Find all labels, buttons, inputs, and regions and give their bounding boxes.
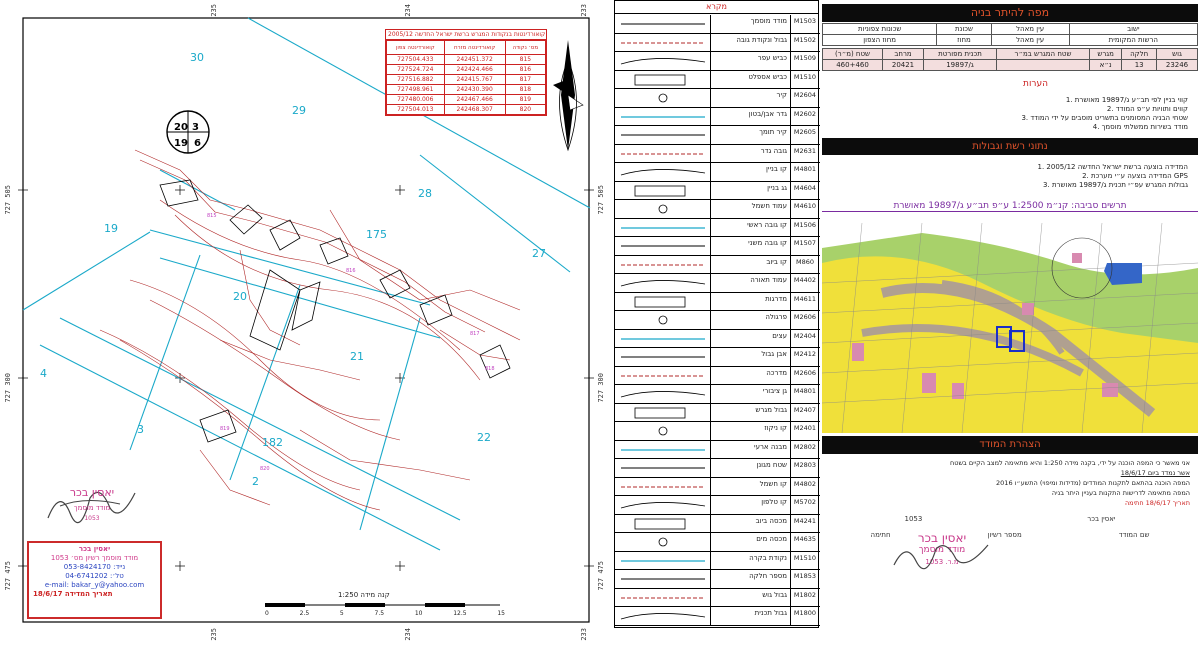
grid-coord-left: 727 505 xyxy=(4,185,12,215)
legend-symbol xyxy=(615,15,711,33)
legend-row xyxy=(615,552,820,571)
parcel-info: שטח (מ״ר) מרחב תכנית מפורטת שטח המגרש במ״ר מגרש חלקה גוש 460+460 20421 ג/19897 נ״א 13 23246 xyxy=(822,48,1198,71)
legend-symbol xyxy=(615,256,711,274)
parcel-label: 175 xyxy=(366,228,387,241)
signature-values: 1053 יאסין בכר xyxy=(904,515,1116,523)
stamp-mobile: נייד: 053-8424170 xyxy=(63,563,126,571)
legend-row xyxy=(615,256,820,275)
coords-header: מס׳ נקודה xyxy=(505,41,545,55)
legend-label: גבול מגרש xyxy=(711,404,791,422)
grid-coord-right: 727 475 xyxy=(597,561,605,591)
legend-label: קו בניין xyxy=(711,163,791,181)
svg-text:19: 19 xyxy=(174,138,188,149)
legend-label: קיר תומך xyxy=(711,126,791,144)
legend-label: פרגולה xyxy=(711,311,791,329)
table-row: 727498.961 242430.390 818 xyxy=(387,85,546,95)
svg-text:815: 815 xyxy=(207,213,217,219)
grid-coord-top: 234 xyxy=(404,4,412,17)
legend-symbol xyxy=(615,293,711,311)
svg-text:819: 819 xyxy=(220,426,230,432)
legend-label: נקודת בקרה xyxy=(711,552,791,570)
legend-code: M1502 xyxy=(793,35,817,44)
legend-code: M4801 xyxy=(793,387,817,395)
legend-row xyxy=(615,348,820,367)
legend-row xyxy=(615,496,820,515)
legend-label: גן ציבורי xyxy=(711,385,791,403)
legend-row xyxy=(615,108,820,127)
legend-symbol xyxy=(615,182,711,200)
network-notes: 1. המדידה בוצעה ברשת ישראל החדשה 2005/12 2. המדידה בוצעה ע״י מערכת GPS 3. גבולות המגרש עפ״י תכנית ג/19897 מאושרת xyxy=(1037,163,1188,189)
parcel-label: 30 xyxy=(190,51,204,64)
legend-row xyxy=(615,367,820,386)
legend-row xyxy=(615,145,820,164)
legend-row xyxy=(615,15,820,34)
legend-row xyxy=(615,385,820,404)
coordinates-table-title: קואורדינטות בנקודות המגרש ברשת ישראל החדשה 2005/12 xyxy=(388,31,546,38)
surveyor-stamp-card xyxy=(27,541,162,619)
legend-code: M2404 xyxy=(793,331,817,340)
legend-symbol xyxy=(615,71,711,89)
legend-panel xyxy=(614,0,819,628)
legend-label: קו טלפון xyxy=(711,496,791,514)
legend-row xyxy=(615,163,820,182)
legend-label: קיר xyxy=(711,89,791,107)
location-map-title: תרשים סביבה: קנ״מ 1:2500 ע״פ תב״ע ג/19897 מאושרת xyxy=(822,201,1198,212)
legend-row xyxy=(615,589,820,608)
legend-symbol xyxy=(615,515,711,533)
legend-code: M860 xyxy=(795,257,814,266)
table-row: 727504.433 242451.372 815 xyxy=(387,55,546,65)
svg-text:3: 3 xyxy=(192,122,199,133)
signature-license: 1053 xyxy=(84,515,100,522)
legend-code: M4241 xyxy=(793,516,817,525)
parcel-label: 21 xyxy=(350,350,364,363)
legend-symbol xyxy=(615,200,711,218)
surveyor-signature xyxy=(40,478,145,536)
legend-label: עמוד חשמל xyxy=(711,200,791,218)
legend-symbol xyxy=(615,330,711,348)
parcel-label: 182 xyxy=(262,436,283,449)
legend-row xyxy=(615,219,820,238)
legend-label: עצים xyxy=(711,330,791,348)
legend-code: M2802 xyxy=(793,442,817,451)
legend-label: עמוד תאורה xyxy=(711,274,791,292)
sig-label: מספר רשיון xyxy=(987,531,1022,539)
legend-row xyxy=(615,182,820,201)
legend-symbol xyxy=(615,552,711,570)
legend-code: M2606 xyxy=(793,368,817,377)
legend-symbol xyxy=(615,219,711,237)
legend-symbol xyxy=(615,607,711,625)
legend-symbol xyxy=(615,145,711,163)
parcel-label: 29 xyxy=(292,104,306,117)
legend-row xyxy=(615,533,820,552)
legend-row xyxy=(615,52,820,71)
legend-row xyxy=(615,126,820,145)
legend-row xyxy=(615,441,820,460)
legend-row xyxy=(615,330,820,349)
legend-label: מדרכה xyxy=(711,367,791,385)
sig-label: שם המודד xyxy=(1118,531,1150,539)
legend-title: מקרא xyxy=(615,1,818,14)
parcel-label: 3 xyxy=(137,423,144,436)
legend-row xyxy=(615,570,820,589)
legend-label: כביש אספלט xyxy=(711,71,791,89)
legend-code: M4611 xyxy=(793,294,817,303)
legend-symbol xyxy=(615,459,711,477)
svg-text:816: 816 xyxy=(346,268,356,274)
legend-label: גג בניין xyxy=(711,182,791,200)
legend-code: M2605 xyxy=(793,128,817,136)
legend-symbol xyxy=(615,311,711,329)
legend-symbol xyxy=(615,348,711,366)
legend-symbol xyxy=(615,89,711,107)
legend-code: M1509 xyxy=(793,54,817,62)
scale-label: קנה מידה 1:250 xyxy=(338,591,390,599)
compass-circle xyxy=(167,111,209,153)
location-map xyxy=(822,223,1198,433)
parcel-label: 19 xyxy=(104,222,118,235)
legend-row xyxy=(615,293,820,312)
legend-code: M4402 xyxy=(793,276,817,284)
legend-row xyxy=(615,404,820,423)
parcel-label: 27 xyxy=(532,247,546,260)
legend-symbol xyxy=(615,422,711,440)
legend-symbol xyxy=(615,108,711,126)
legend-code: M1510 xyxy=(793,72,817,81)
svg-text:20: 20 xyxy=(174,122,188,133)
signature-labels xyxy=(822,531,1198,539)
stamp-license: מודד מוסמך רשיון מס׳ 1053 xyxy=(50,554,139,562)
legend-label: שטח מגונן xyxy=(711,459,791,477)
parcel-label: 22 xyxy=(477,431,491,444)
legend-label: גבול גוש xyxy=(711,589,791,607)
scale-ticks: 0 2.5 5 7.5 10 12.5 15 xyxy=(265,610,505,617)
network-bar: נתוני רשת וגבולות xyxy=(822,138,1198,155)
table-row: 727480.006 242467.466 819 xyxy=(387,95,546,105)
legend-code: M2602 xyxy=(793,109,817,118)
scale-bar xyxy=(265,603,500,607)
legend-row xyxy=(615,237,820,256)
grid-coord-right: 727 505 xyxy=(597,185,605,215)
legend-symbol xyxy=(615,589,711,607)
legend-code: M4610 xyxy=(793,202,817,210)
legend-code: M1853 xyxy=(793,572,817,580)
legend-row xyxy=(615,478,820,497)
grid-coord-bottom: 235 xyxy=(210,628,218,641)
grid-coord-bottom: 234 xyxy=(404,628,412,641)
notes-heading: הערות xyxy=(1023,79,1048,89)
legend-symbol xyxy=(615,478,711,496)
coords-header: קואורדינטה מזרח xyxy=(444,41,505,55)
grid-coord-left: 727 475 xyxy=(4,561,12,591)
sig-label: חתימה xyxy=(870,531,891,539)
legend-code: M2407 xyxy=(793,405,817,414)
legend-code: M4604 xyxy=(793,183,817,192)
legend-row xyxy=(615,459,820,478)
legend-label: גדר אבן/בטון xyxy=(711,108,791,126)
legend-symbol xyxy=(615,367,711,385)
legend-label: אבן גבול xyxy=(711,348,791,366)
parcel-label: 2 xyxy=(252,475,259,488)
legend-code: M4802 xyxy=(793,479,817,488)
legend-symbol xyxy=(615,533,711,551)
legend-label: קו גובה משני xyxy=(711,237,791,255)
legend-row xyxy=(615,607,820,626)
legend-symbol xyxy=(615,52,711,70)
legend-code: M4801 xyxy=(793,165,817,173)
stamp-email: e-mail: bakar_y@yahoo.com xyxy=(44,581,145,589)
stamp-phone: טל׳: 04-6741202 xyxy=(65,572,124,580)
legend-code: M2606 xyxy=(793,313,817,321)
legend-label: מדרגות xyxy=(711,293,791,311)
legend-row xyxy=(615,311,820,330)
legend-row xyxy=(615,34,820,53)
surveyor-bar: הצהרת המודד xyxy=(822,436,1198,454)
legend-label: גבול תכנית xyxy=(711,607,791,625)
legend-code: M2412 xyxy=(793,350,817,358)
stamp-name: יאסין בכר xyxy=(78,545,111,553)
legend-label: גבול ונקודת גובה xyxy=(711,34,791,52)
legend-label: קו גובה ראשי xyxy=(711,219,791,237)
coordinates-table xyxy=(385,29,547,116)
legend-code: M5702 xyxy=(793,498,817,506)
legend-label: קו חשמל xyxy=(711,478,791,496)
stamp-date: 18/6/17 תאריך המדידה xyxy=(33,590,113,598)
legend-row xyxy=(615,274,820,293)
legend-row xyxy=(615,515,820,534)
permit-info-panel xyxy=(822,0,1198,651)
parcel-label: 4 xyxy=(40,367,47,380)
legend-label: כביש עפר xyxy=(711,52,791,70)
grid-coord-left: 727 300 xyxy=(4,373,12,403)
legend-symbol xyxy=(615,126,711,144)
legend-code: M4635 xyxy=(793,535,817,543)
legend-label: מספר חלקה xyxy=(711,570,791,588)
legend-code: M1802 xyxy=(793,590,817,599)
surveyor-stamp: יאסין בכר מודד מוסמך מ.ר. 1053 xyxy=(917,531,967,566)
location-info: שכונות צפוניות שכונת עין מאהל ישוב מחוז הצפון מחוז עין מאהל הרשות המקומית xyxy=(822,23,1198,46)
legend-symbol xyxy=(615,34,711,52)
legend-label: קו ניקוז xyxy=(711,422,791,440)
legend-symbol xyxy=(615,496,711,514)
table-row: 727524.724 242424.466 816 xyxy=(387,65,546,75)
legend-code: M2401 xyxy=(793,424,817,432)
coords-header: קואורדינטה צפון xyxy=(387,41,445,55)
signature-name: יאסין בכר xyxy=(69,486,115,499)
grid-coord-bottom: 233 xyxy=(580,628,588,641)
table-row: 727504.013 242468.307 820 xyxy=(387,105,546,115)
legend-label: מכסה מים xyxy=(711,533,791,551)
table-row: 727516.882 242415.767 817 xyxy=(387,75,546,85)
legend-label: מודד מוסמך xyxy=(711,15,791,33)
legend-symbol xyxy=(615,237,711,255)
svg-text:818: 818 xyxy=(485,366,495,372)
parcel-label: 20 xyxy=(233,290,247,303)
legend-code: M1510 xyxy=(793,553,817,562)
grid-coord-top: 235 xyxy=(210,4,218,17)
legend-code: M2631 xyxy=(793,146,817,155)
legend-code: M2604 xyxy=(793,91,817,99)
grid-coord-right: 727 300 xyxy=(597,373,605,403)
legend-label: קו ביוב xyxy=(711,256,791,274)
legend-code: M1800 xyxy=(793,609,817,617)
legend-row xyxy=(615,422,820,441)
surveyor-signature-right xyxy=(888,535,998,580)
notes-list: 1. קווי בניין לפי תב״ע ג/19897 מאושרת 2. קווים ותוויות ע״פ המודד 3. שטחי הבניה המסומנים בתשריט מוסבים על ידי המודד 4. מודד בשירות ממשלתי מוסמך xyxy=(1021,96,1188,131)
legend-symbol xyxy=(615,274,711,292)
legend-symbol xyxy=(615,385,711,403)
signature-title: מודד מוסמך xyxy=(73,504,111,512)
legend-symbol xyxy=(615,570,711,588)
legend-row xyxy=(615,71,820,90)
surveyor-declaration: אני מאשר כי המפה הוכנה על ידי, בקנה מידה 1:250 והיא מתאימה למצב הקיים בשטח אשר נמדד ביום 18/6/17 המפה הוכנה בהתאם לתקנות המודדים (מדידות ומיפוי) התשע״ו 2016 המפה מתאימה לדרישות התקנות בעניין היתר בניה תאריך 18/6/17 חתימה xyxy=(949,459,1190,507)
legend-row xyxy=(615,200,820,219)
svg-text:817: 817 xyxy=(470,331,480,337)
legend-symbol xyxy=(615,441,711,459)
legend-row xyxy=(615,89,820,108)
legend-code: M1506 xyxy=(793,220,817,229)
legend-code: M1507 xyxy=(793,239,817,247)
legend-code: M1503 xyxy=(793,17,817,25)
legend-symbol xyxy=(615,404,711,422)
legend-label: גובה גדר xyxy=(711,145,791,163)
legend-label: מבנה ארעי xyxy=(711,441,791,459)
parcel-label: 28 xyxy=(418,187,432,200)
grid-coord-top: 233 xyxy=(580,4,588,17)
legend-code: M2803 xyxy=(793,461,817,469)
legend-symbol xyxy=(615,163,711,181)
legend-label: מכסה ביוב xyxy=(711,515,791,533)
svg-text:820: 820 xyxy=(260,466,270,472)
title-bar: מפה להיתר בניה xyxy=(822,4,1198,22)
svg-text:6: 6 xyxy=(194,138,201,149)
